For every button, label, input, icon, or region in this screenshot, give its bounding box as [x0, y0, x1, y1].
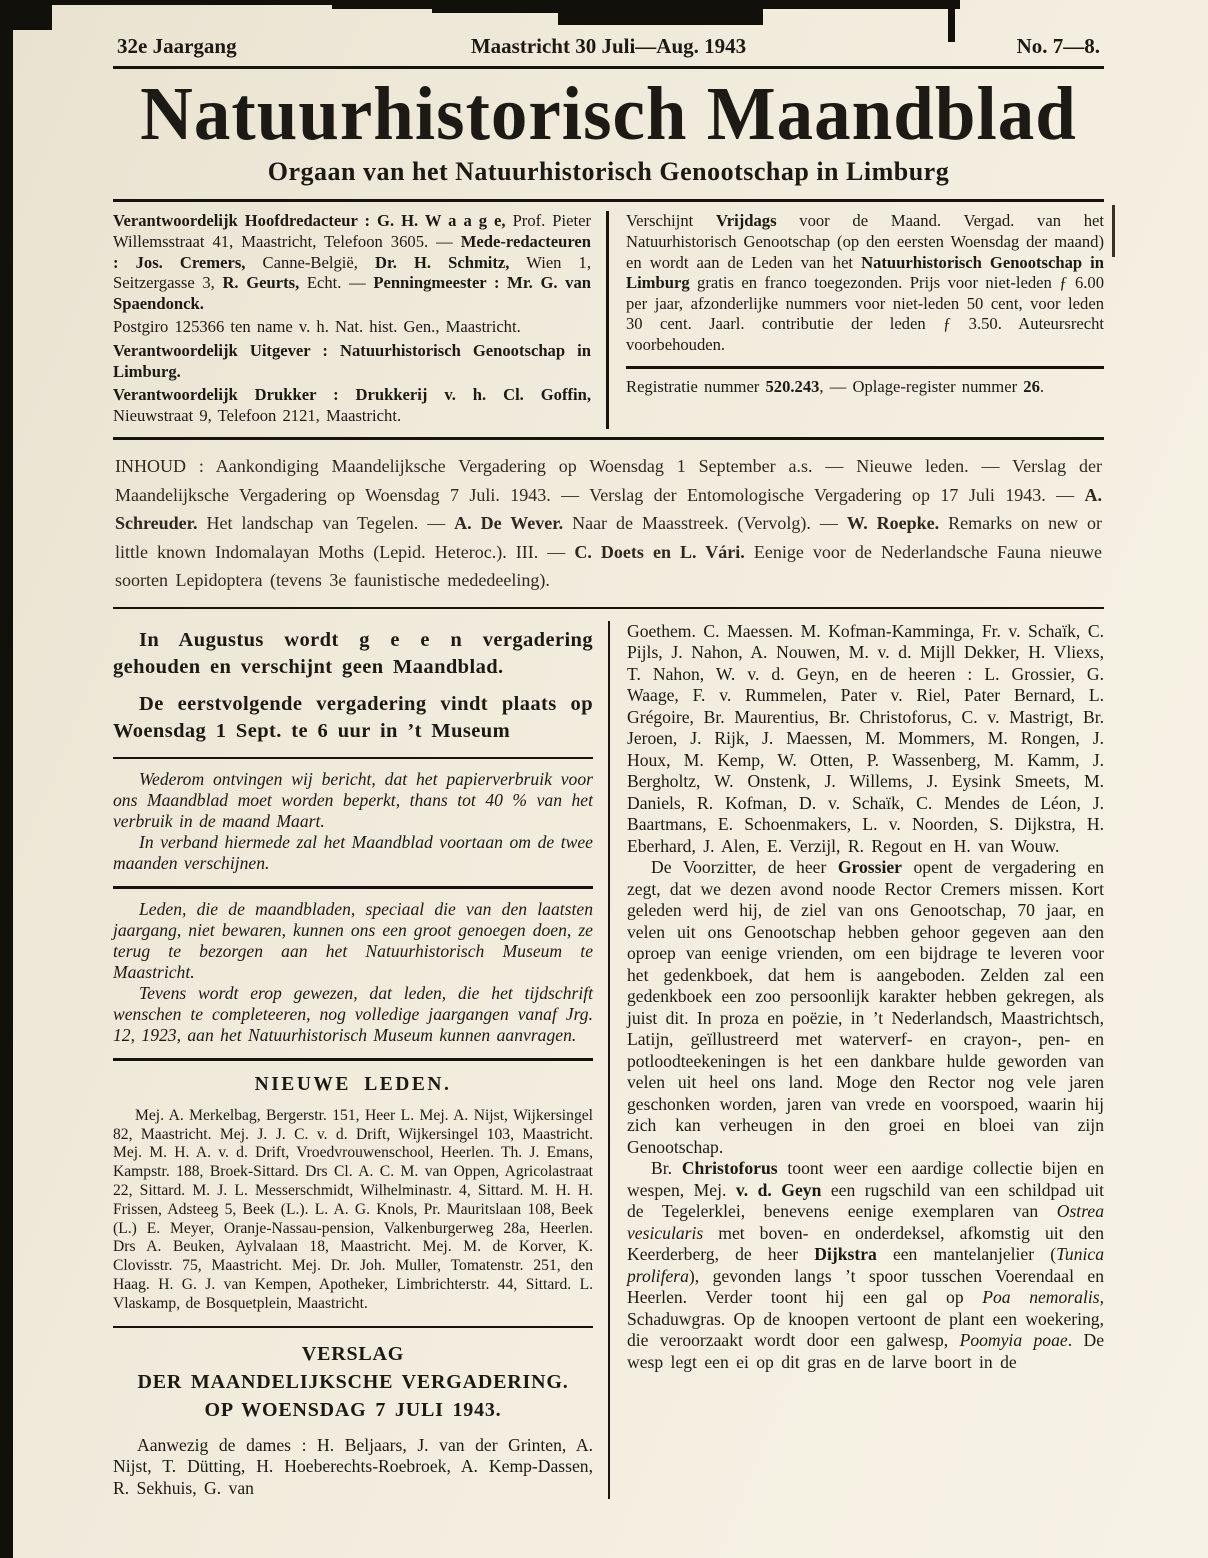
report-heading-line-1: VERSLAG	[301, 1342, 405, 1365]
attendees-continued-paragraph: Goethem. C. Maessen. M. Kofman-Kamminga, Fr. v. Schaïk, C. Pijls, J. Nahon, A. Nouwen, M. v. d. Mijll Dekker, H. Vliexs, T. Nahon, W. v. d. Geyn, en de heeren : L. Grossier, G. Waage, F. v. Rummelen, Pater v. Riel, Pater Bernard, L. Grégoire, Br. Maurentius, Br. Christoforus, C. v. Mastrigt, Br. Jeroen, J. Rijk, J. Maessen, M. Mommers, M. Rongen, J. Houx, M. Kemp, W. Otten, P. Wassenberg, M. Kamm, J. Bergholtz, W. Onstenk, J. Willems, J. Eysink Smeets, M. Daniels, R. Kofman, D. v. Schaïk, C. Mendes de Léon, J. Baartmans, E. Schoenmakers, L. v. Noorden, S. Dijkstra, H. Eberhard, J. Alen, E. Verzijl, R. Regout en H. van Wouw.	[627, 620, 1104, 856]
place-date-label: Maastricht 30 Juli—Aug. 1943	[470, 34, 747, 58]
divider	[113, 886, 593, 889]
subscription-paragraph: Verschijnt Vrijdags voor de Maand. Vergad. van het Natuurhistorisch Genootschap (op den eersten Woensdag der maand) en wordt aan de Leden van het Natuurhistorisch Genootschap in Limburg gratis en franco toegezonden. Prijs voor niet-leden ƒ 6.00 per jaar, afzonderlijke nummers voor niet-leden 50 cent, voor leden 30 cent. Jaarl. contributie der leden ƒ 3.50. Auteursrecht voorbehouden.	[626, 211, 1105, 355]
scan-edge-top-5	[760, 0, 960, 9]
left-column	[113, 621, 608, 1499]
scan-edge-left	[0, 0, 13, 1558]
new-members-heading: NIEUWE LEDEN.	[254, 1073, 452, 1095]
imprint-right	[609, 211, 1104, 429]
chairman-speech-paragraph: De Voorzitter, de heer Grossier opent de vergadering en zegt, dat we dezen avond noode Rector Cremers missen. Kort geleden werd hij, de ziel van ons Genootschap, 70 jaar, en velen uit ons Genootschap hebben gehoor gegeven aan den oproep van eenige vrienden, om een bijdrage te leveren voor het gedenkboek, dat hem is aangeboden. Zelden zal een gedenkboek een zoo persoonlijk karakter hebben gekregen, als juist dit. In proza en poëzie, in ’t Nederlandsch, Maastrichtsch, Latijn, geïllustreerd met waterverf- en crayon-, pen- en potloodteekeningen is het een dankbare hulde geworden van velen uit heel ons land. Moge den Rector nog vele jaren geschonken worden, jaren van vrede en voorspoed, waarin hij zich kan verheugen in den groei en bloei van zijn Genootschap.	[627, 857, 1104, 1157]
scan-edge-top-4	[558, 0, 763, 25]
postgiro-paragraph: Postgiro 125366 ten name v. h. Nat. hist. Gen., Maastricht.	[113, 317, 521, 337]
body-columns	[113, 621, 1104, 1499]
table-of-contents: INHOUD : Aankondiging Maandelijksche Vergadering op Woensdag 1 September a.s. — Nieuwe leden. — Verslag der Maandelijksche Vergadering op Woensdag 7 Juli. 1943. — Verslag der Entomologische Vergadering op 17 Juli 1943. — A. Schreuder. Het landschap van Tegelen. — A. De Wever. Naar de Maasstreek. (Vervolg). — W. Roepke. Remarks on new or little known Indomalayan Moths (Lepid. Heteroc.). III. — C. Doets en L. Vári. Eenige voor de Nederlandsche Fauna nieuwe soorten Lepidoptera (tevens 3e faunistische mededeeling).	[115, 456, 1103, 591]
journal-subtitle: Orgaan van het Natuurhistorisch Genootschap in Limburg	[267, 157, 950, 187]
issue-header	[113, 26, 1104, 59]
contents-divider	[113, 607, 1104, 609]
return-issues-notice: Leden, die de maandbladen, speciaal die van den laatsten jaargang, niet bewaren, kunnen ons een groot genoegen doen, ze terug te bezorgen aan het Natuurhistorisch Museum te Maastricht.	[113, 898, 593, 982]
announcement-no-meeting: In Augustus wordt g e e n vergadering gehouden en verschijnt geen Maandblad.	[113, 628, 593, 678]
divider	[113, 1058, 593, 1061]
complete-volumes-notice: Tevens wordt erop gewezen, dat leden, die het tijdschrift wenschen te completeeren, nog volledige jaargangen vanaf Jrg. 12, 1923, aan het Natuurhistorisch Museum kunnen aanvragen.	[113, 982, 593, 1045]
editors-paragraph: Verantwoordelijk Hoofdredacteur : G. H. W a a g e, Prof. Pieter Willemsstraat 41, Maastricht, Telefoon 3605. — Mede-redacteuren : Jos. Cremers, Canne-België, Dr. H. Schmitz, Wien 1, Seitzergasse 3, R. Geurts, Echt. — Penningmeester : Mr. G. van Spaendonck.	[113, 211, 591, 313]
scan-corner-top-left	[0, 0, 52, 30]
printer-paragraph: Verantwoordelijk Drukker : Drukkerij v. h. Cl. Goffin, Nieuwstraat 9, Telefoon 2121, Maastricht.	[113, 385, 591, 425]
new-members-list: Mej. A. Merkelbag, Bergerstr. 151, Heer L. Mej. A. Nijst, Wijkersingel 82, Maastricht. Mej. J. J. C. v. d. Drift, Wijkersingel 103, Maastricht. Mej. M. H. A. v. d. Drift, Vroedvrouwenschool, Heerlen. Th. J. Emans, Kampstr. 188, Broek-Sittard. Drs Cl. A. C. M. van Oppen, Agricolastraat 22, Sittard. M. J. L. Messerschmidt, Wilhelminastr. 4, Sittard. M. H. H. Frissen, Adsteeg 5, Beek (L.). L. A. G. Knols, Pr. Mauritslaan 108, Beek (L.) E. Meyer, Oranje-Nassau-pension, Valkenburgerweg 28a, Heerlen. Drs A. Beuken, Aylvalaan 18, Maastricht. Mej. M. de Korver, K. Clovisstr. 75, Maastricht. Mej. Dr. Joh. Muller, Tomatenstr. 251, den Haag. H. G. J. van Kempen, Apotheker, Limbrichterstr. 44, Sittard. L. Vlaskamp, de Bosquetplein, Maastricht.	[113, 1106, 593, 1312]
imprint-block	[113, 202, 1104, 437]
scan-edge-top-1	[52, 0, 332, 5]
journal-title: Natuurhistorisch Maandblad	[140, 71, 1077, 156]
right-column	[610, 621, 1104, 1499]
volume-label: 32e Jaargang	[117, 34, 237, 58]
exhibits-paragraph: Br. Christoforus toont weer een aardige collectie bijen en wespen, Mej. v. d. Geyn een rugschild van een schildpad uit de Tegelerklei, benevens eenige exemplaren van Ostrea vesicularis met boven- en onderdeksel, afkomstig uit den Keerderberg, de heer Dijkstra een mantelanjelier (Tunica prolifera), gevonden langs ’t spoor tusschen Voerendaal en Heerlen. Verder toont hij een gal op Poa nemoralis, Schaduwgras. Op de knoopen vertoont de plant een woekering, die veroorzaakt wordt door een galwesp, Poomyia poae. De wesp legt een ei op dit gras en de larve boort in de	[627, 1158, 1105, 1372]
paper-restriction-notice: Wederom ontvingen wij bericht, dat het papierverbruik voor ons Maandblad moet worden beperkt, thans tot 40 % van het verbruik in de maand Maart.	[113, 768, 593, 831]
registration-line: Registratie nummer 520.243, — Oplage-register nummer 26.	[626, 376, 1045, 396]
attendees-paragraph: Aanwezig de dames : H. Beljaars, J. van der Grinten, A. Nijst, T. Dütting, H. Hoeberechts-Roebroek, A. Kemp-Dassen, R. Sekhuis, G. van	[113, 1434, 593, 1498]
header-divider	[113, 66, 1104, 69]
scan-margin-tick	[1112, 205, 1115, 257]
report-heading-line-2: DER MAANDELIJKSCHE VERGADERING.	[137, 1370, 569, 1393]
divider	[113, 757, 593, 759]
paper-restriction-notice-2: In verband hiermede zal het Maandblad voortaan om de twee maanden verschijnen.	[113, 831, 593, 873]
publisher-paragraph: Verantwoordelijk Uitgever : Natuurhistorisch Genootschap in Limburg.	[113, 341, 591, 381]
imprint-left	[113, 211, 606, 429]
scan-edge-top-2	[332, 0, 432, 9]
report-heading-line-3: OP WOENSDAG 7 JULI 1943.	[204, 1398, 502, 1421]
issue-number-label: No. 7—8.	[1016, 34, 1100, 58]
scan-edge-top-3	[432, 0, 562, 13]
report-heading	[113, 1340, 593, 1424]
announcement-next-meeting: De eerstvolgende vergadering vindt plaats op Woensdag 1 Sept. te 6 uur in ’t Museum	[113, 692, 593, 742]
divider	[113, 1326, 593, 1328]
